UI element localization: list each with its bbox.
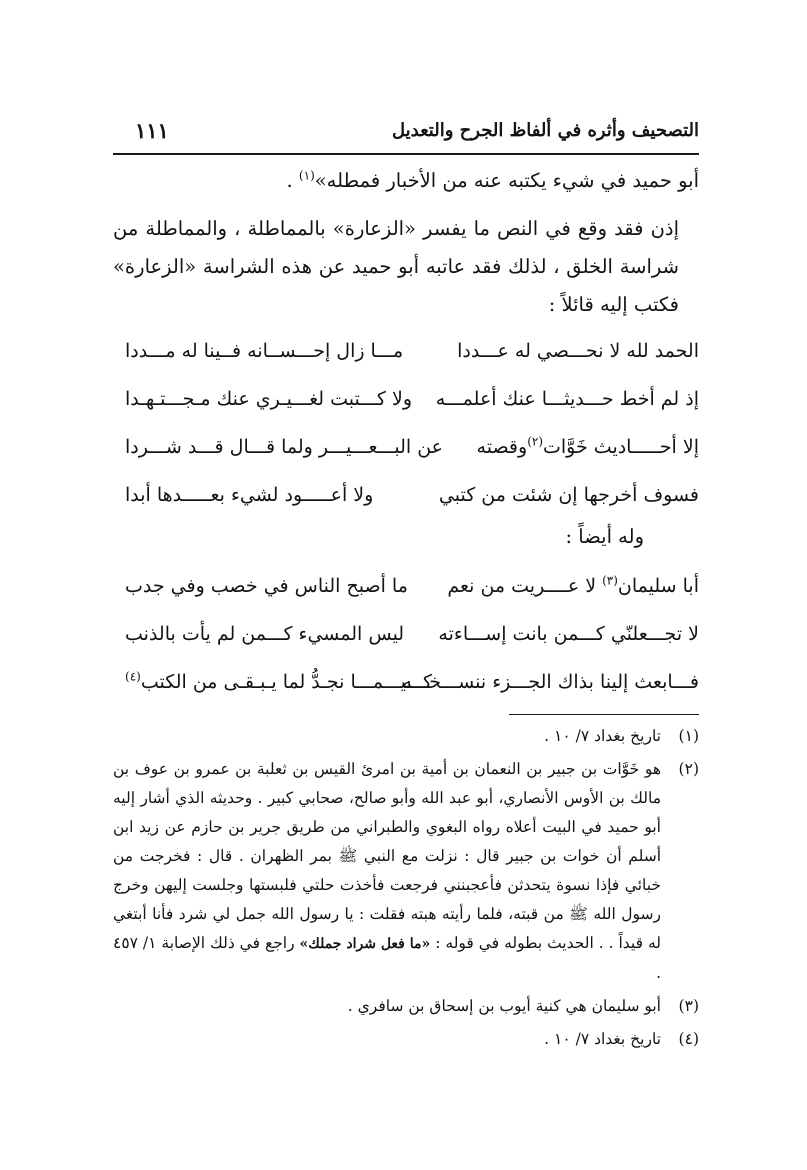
verse-first-half: إذ لم أخط حـــديثـــا عنك أعلمـــه [435, 388, 699, 410]
verse-second-half: ليس المسيء كـــمن لم يأت بالذنب [125, 623, 405, 645]
footnote [113, 755, 699, 988]
footnote [113, 992, 699, 1021]
footnote-text: أبو سليمان هي كنية أيوب بن إسحاق بن سافري . [347, 997, 661, 1015]
verse-second-half: ما أصبح الناس في خصب وفي جدب [125, 575, 408, 597]
footnote-number: (١) [678, 727, 699, 745]
footnote-number: (٣) [678, 997, 699, 1015]
page-number: ١١١ [135, 118, 169, 143]
verse-first-half: لا تجـــعلنّي كـــمن بانت إســـاءته [438, 623, 699, 645]
footnote-ref-3: (٣) [602, 573, 618, 588]
verse [113, 340, 699, 388]
verse-second-half: ولا كـــتبت لغـــيـري عنك مـجـــتـهـدا [125, 388, 413, 410]
poem-intro: وله أيضاً : [565, 525, 644, 548]
verse-first-half: فـــابعث إلينا بذاك الجـــزء ننســـخـــه [402, 671, 699, 693]
verse [113, 623, 699, 671]
poem-1 [113, 340, 699, 532]
main-text [113, 162, 699, 324]
verse-first-half: فسوف أخرجها إن شئت من كتبي [438, 484, 699, 506]
verse-first-half: إلا أحـــــاديث خَوَّات$^{(٢)}$وقصته [476, 434, 699, 458]
poem-2 [113, 575, 699, 719]
running-title: التصحيف وأثره في ألفاظ الجرح والتعديل [392, 120, 699, 141]
footnote-number: (٢) [678, 760, 699, 778]
page-header [113, 114, 699, 154]
verse-first-half: الحمد لله لا نحـــصي له عـــددا [457, 340, 699, 362]
footnote [113, 1025, 699, 1054]
verse [113, 671, 699, 719]
header-divider [113, 153, 699, 155]
footnote-divider [509, 714, 699, 715]
footnote-number: (٤) [678, 1030, 699, 1048]
footnote-ref-1: (١) [298, 168, 315, 183]
paragraph-1: أبو حميد في شيء يكتبه عنه من الأخبار فمطله»$^{(١)}$ . [286, 168, 699, 192]
footnote-ref-4: (٤) [125, 669, 141, 684]
footnote-text: تاريخ بغداد ٧/ ١٠ . [544, 727, 661, 745]
verse-second-half: مـــا زال إحـــســانه فــينا له مـــددا [125, 340, 404, 362]
verse [113, 436, 699, 484]
verse-first-half: أبا سليمان$^{(٣)}$ لا عــــريت من نعم [447, 573, 699, 597]
footnote-ref-2: (٢) [527, 434, 544, 449]
verse-second-half: كـــيـــمـــا نجـدُّ لما يـبـقـى من الكتب$^{(٤)}$ [125, 669, 433, 693]
verse [113, 575, 699, 623]
footnote [113, 722, 699, 751]
footnote-text: تاريخ بغداد ٧/ ١٠ . [544, 1030, 661, 1048]
paragraph-2: إذن فقد وقع في النص ما يفسر «الزعارة» بالمماطلة ، والمماطلة من شراسة الخلق ، لذلك فقد عاتبه أبو حميد عن هذه الشراسة «الزعارة» فكتب إليه قائلاً : [113, 217, 679, 316]
verse [113, 388, 699, 436]
verse-second-half: ولا أعـــــود لشيء بعـــــدها أبدا [125, 484, 374, 506]
footnote-text: هو خَوَّات بن جبير بن النعمان بن أمية بن امرئ القيس بن ثعلبة بن عمرو بن عوف بن مالك بن الأوس الأنصاري، أبو عبد الله وأبو صالح، صحابي كبير . وحديثه الذي أشار إليه أبو حميد في البيت أعلاه رواه البغوي والطبراني من طريق جرير بن حازم عن زيد ابن أسلم أن خوات بن جبير قال : نزلت مع النبي ﷺ بمر الظهران . قال : فخرجت من خبائي فإذا نسوة يتحدثن فأعجبنني فرجعت فأخذت حلتي فلبستها وجلست إليهن وخرج رسول الله ﷺ من قبته، فلما رأيته هبته فقلت : يا رسول الله جمل لي شرد فأنا أبتغي له قيداً . . الحديث بطوله في قوله : «ما فعل شراد جملك» راجع في ذلك الإصابة ١/ ٤٥٧ . [113, 760, 661, 982]
verse-second-half: عن البـــعـــيـــر ولما قـــال قـــد شـــردا [125, 436, 443, 458]
footnotes [113, 722, 699, 1054]
